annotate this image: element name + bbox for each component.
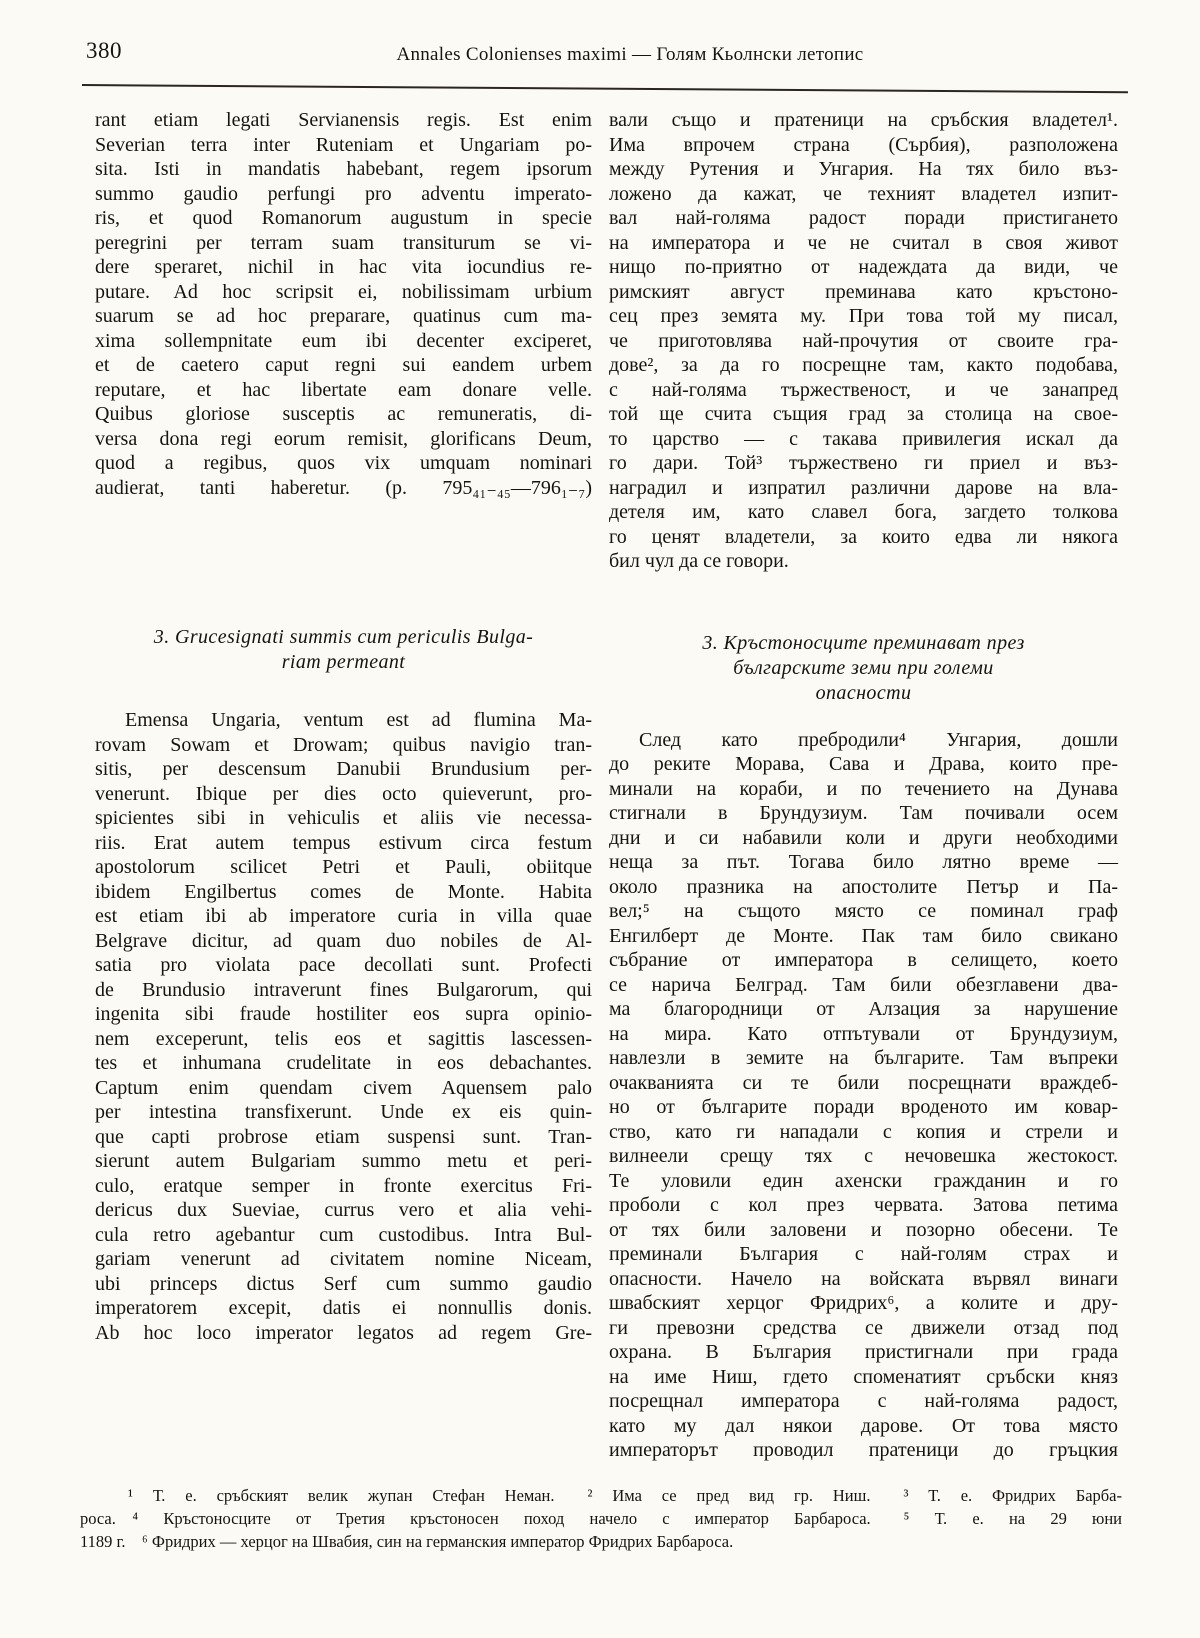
text-line: dere speraret, nichil in hac vita iocundius re-: [95, 256, 592, 278]
text-line: 3. Кръстоносците преминават през: [702, 631, 1025, 654]
text-line: 1189 г. ⁶ Фридрих — херцог на Швабия, син на германския император Фридрих Барбароса.: [80, 1532, 734, 1551]
text-line: че приготовлява най-прочутия от своите гра-: [609, 329, 1118, 352]
two-column-text: [95, 108, 1118, 1463]
text-line: est etiam ibi ab imperatore curia in villa quae: [95, 905, 592, 927]
text-line: 3. Grucesignati summis cum periculis Bulga-: [153, 626, 534, 648]
text-line: роса. ⁴ Кръстоносците от Третия кръстоносен поход начело с император Барбароса. ⁵ Т. е. на 29 юни: [80, 1509, 1122, 1528]
text-line: sitis, per descensum Danubii Brundusium per-: [95, 758, 592, 780]
text-line: дни и си набавили коли и други необходими: [609, 826, 1118, 849]
text-line: xima sollempnitate eum ibi decenter exciperet,: [95, 329, 592, 352]
text-line: на императора и че не считал в своя живот: [609, 231, 1118, 254]
text-line: Енгилберт де Монте. Пак там било свикано: [609, 924, 1118, 947]
text-line: per intestina transfixerunt. Unde ex eis quin-: [95, 1101, 592, 1123]
running-header: Annales Colonienses maximi — Голям Кьолнски летопис: [396, 44, 864, 65]
text-line: Quibus gloriose susceptis ac remuneratis, di-: [95, 403, 592, 425]
text-line: с най-голяма тържественост, и че занапред: [609, 378, 1118, 401]
text-line: rant etiam legati Servianensis regis. Est enim: [95, 109, 592, 131]
text-line: посрещнал императора с най-голяма радост,: [609, 1390, 1118, 1412]
text-line: sierunt autem Bulgariam summo metu et peri-: [95, 1150, 592, 1172]
text-line: се нарича Белград. Там били обезглавени два-: [609, 973, 1118, 996]
text-line: но от българите поради вроденото им ковар-: [609, 1096, 1118, 1118]
text-line: sita. Isti in mandatis habebant, regem ipsorum: [95, 158, 592, 180]
text-line: вел;⁵ на същото място се поминал граф: [609, 900, 1118, 922]
text-line: ingenita sibi fraude hostiliter eos supra opinio-: [95, 1003, 592, 1025]
text-line: го ценят владетели, за които едва ли някога: [609, 525, 1118, 548]
text-line: навлезли в земите на българите. Там въпреки: [609, 1047, 1118, 1069]
text-line: audierat, tanti haberetur. (p. 795₄₁₋₄₅—796₁₋₇): [95, 476, 592, 499]
text-line: сец през земята му. При това той му писал,: [609, 305, 1118, 327]
text-line: tes et inhumana crudelitate in eos debachantes.: [95, 1052, 592, 1074]
page-number: 380: [86, 38, 122, 63]
text-line: nem exceperunt, telis eos et sagittis lascessen-: [95, 1027, 592, 1050]
text-line: Severian terra inter Ruteniam et Ungariam po-: [95, 133, 592, 156]
text-line: След като пребродили⁴ Унгария, дошли: [639, 728, 1118, 751]
text-line: българските земи при големи: [733, 656, 994, 679]
text-line: то царство — с такава привилегия искал да: [609, 427, 1118, 450]
text-line: de Brundusio intraverunt fines Bulgarorum, qui: [95, 978, 592, 1001]
latin-paragraph-continuation: [95, 108, 592, 500]
text-line: бил чул да се говори.: [609, 550, 789, 572]
text-line: satia pro violata pace decollati sunt. Profecti: [95, 954, 592, 976]
text-line: ¹ Т. е. сръбският велик жупан Стефан Неман. ² Има се пред вид гр. Ниш. ³ Т. е. Фридрих Барба-: [128, 1486, 1122, 1505]
text-line: опасности. Начело на войската вървял винаги: [609, 1267, 1118, 1290]
text-line: apostolorum scilicet Petri et Pauli, obiitque: [95, 856, 592, 878]
text-line: до реките Морава, Сава и Драва, които пре-: [609, 753, 1118, 775]
text-line: riam permeant: [281, 651, 406, 673]
bulgarian-paragraph-continuation: [609, 108, 1118, 574]
footnotes-block: [80, 1484, 1122, 1553]
text-line: ris, et quod Romanorum augustum in specie: [95, 207, 592, 229]
text-line: вали също и пратеници на сръбския владетел¹.: [609, 109, 1118, 131]
text-line: Те уловили един ахенски гражданин и го: [609, 1169, 1118, 1192]
text-line: около празника на апостолите Петър и Па-: [609, 875, 1118, 898]
text-line: rovam Sowam et Drowam; quibus navigio tran-: [95, 733, 592, 756]
text-line: quod a regibus, quos vix umquam nominari: [95, 452, 592, 474]
text-line: като му дал някои дарове. От това място: [609, 1414, 1118, 1437]
text-line: детеля им, като славел бога, загдето толкова: [609, 501, 1118, 523]
text-line: putare. Ad hoc scripsit ei, nobilissimam urbium: [95, 280, 592, 303]
text-line: Emensa Ungaria, ventum est ad flumina Ma-: [125, 709, 592, 731]
text-line: го дари. Той³ тържествено ги приел и въз-: [609, 452, 1118, 474]
text-line: cula retro agebantur cum custodibus. Intra Bul-: [95, 1223, 592, 1246]
text-line: versa dona regi eorum remisit, glorificans Deum,: [95, 427, 592, 450]
text-line: вал най-голяма радост поради пристигането: [609, 207, 1118, 229]
bulgarian-column: [609, 108, 1118, 1463]
text-line: императорът проводил пратеници до гръцкия: [609, 1439, 1118, 1461]
text-line: вилнеели срещу тях с нечовешка жестокост.: [609, 1145, 1118, 1167]
text-line: ма благородници от Алзация за нарушение: [609, 998, 1118, 1020]
latin-section-heading: [95, 625, 592, 675]
text-line: опасности: [815, 681, 912, 704]
text-line: culo, eratque semper in fronte exercitus Fri-: [95, 1174, 592, 1197]
text-line: охрана. В България пристигнали при града: [609, 1341, 1118, 1363]
text-line: неща за път. Тогава било лятно време —: [609, 851, 1118, 873]
text-line: ложено да кажат, че техният владетел изпит-: [609, 182, 1118, 205]
text-line: Captum enim quendam civem Aquensem palo: [95, 1076, 592, 1099]
text-line: от тях били заловени и позорно обесени. Те: [609, 1218, 1118, 1241]
text-line: imperatorem excepit, datis ei nonnullis donis.: [95, 1297, 592, 1319]
header-divider-rule: [82, 84, 1128, 93]
text-line: стигнали в Брундузиум. Там почивали осем: [609, 802, 1118, 824]
text-line: Ab hoc loco imperator legatos ad regem Gre-: [95, 1321, 592, 1344]
text-line: ibidem Engilbertus comes de Monte. Habita: [95, 880, 592, 903]
text-line: gariam venerunt ad civitatem nomine Niceam,: [95, 1248, 592, 1270]
text-line: римският август преминава като кръстоно-: [609, 280, 1118, 303]
text-line: dericus dux Sueviae, currus vero et alia vehi-: [95, 1199, 592, 1221]
text-line: reputare, et hac libertate eam donare velle.: [95, 378, 592, 401]
text-line: et de caetero caput regni sui eandem urbem: [95, 354, 592, 376]
text-line: summo gaudio perfungi pro adventu imperato-: [95, 182, 592, 205]
latin-section-paragraph: [95, 708, 592, 1345]
text-line: на мира. Като отпътували от Брундузиум,: [609, 1022, 1118, 1045]
bulgarian-section-heading: [609, 631, 1118, 706]
text-line: riis. Erat autem tempus estivum circa festum: [95, 831, 592, 854]
text-line: преминали България с най-голям страх и: [609, 1243, 1118, 1265]
text-line: Belgrave dicitur, ad quam duo nobiles de Al-: [95, 929, 592, 952]
bulgarian-section-paragraph: [609, 728, 1118, 1463]
text-line: нищо по-приятно от надеждата да види, че: [609, 256, 1118, 278]
text-line: ubi princeps dictus Serf cum summo gaudio: [95, 1272, 592, 1295]
text-line: проболи с кол през червата. Затова петима: [609, 1194, 1118, 1216]
text-line: швабският херцог Фридрих⁶, а колите и дру-: [609, 1292, 1118, 1314]
text-line: peregrini per terram suam transiturum se vi-: [95, 231, 592, 254]
text-line: дове², за да го посрещне там, както подобава,: [609, 354, 1118, 376]
text-line: на име Ниш, гдето споменатият сръбски княз: [609, 1365, 1118, 1388]
text-line: наградил и изпратил различни дарове на вла-: [609, 476, 1118, 499]
text-line: той ще счита същия град за столица на свое-: [609, 403, 1118, 425]
text-line: Има впрочем страна (Сърбия), разположена: [609, 133, 1118, 156]
text-line: que capti probrose etiam suspensi sunt. Tran-: [95, 1125, 592, 1148]
text-line: минали на кораби, и по течението на Дунава: [609, 777, 1118, 800]
text-line: suarum se ad hoc preparare, quatinus cum ma-: [95, 305, 592, 327]
text-line: между Рутения и Унгария. На тях било въз-: [609, 158, 1118, 180]
text-line: ги превозни средства се движели отзад под: [609, 1316, 1118, 1339]
text-line: ство, като ги нападали с копия и стрели и: [609, 1120, 1118, 1143]
text-line: spicientes sibi in vehiculis et aliis vie necessa-: [95, 807, 592, 829]
latin-column: [95, 108, 592, 1463]
text-line: събрание от императора в селището, което: [609, 949, 1118, 971]
text-line: venerunt. Ibique per dies octo quieverunt, pro-: [95, 782, 592, 805]
text-line: очакванията си те били посрещнати враждеб-: [609, 1071, 1118, 1094]
